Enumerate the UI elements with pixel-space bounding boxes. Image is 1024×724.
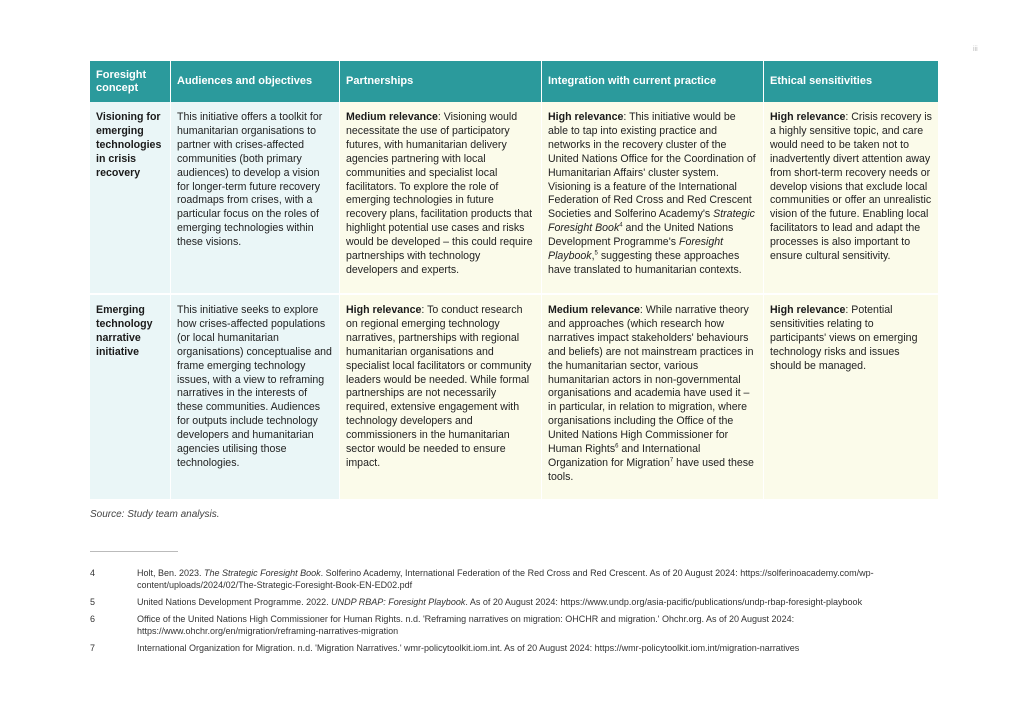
footnote-ref: 7 <box>669 457 674 464</box>
integration-text: suggesting these approaches have translated to humanitarian contexts. <box>548 250 742 276</box>
relevance-label: High relevance <box>770 111 846 123</box>
footnote-text-part: . As of 20 August 2024: https://www.undp.org/asia-pacific/publications/undp-rbap-foresight-playbook <box>465 597 863 607</box>
relevance-label: High relevance <box>346 304 422 316</box>
concept-cell <box>90 293 171 499</box>
footnote-title: UNDP RBAP: Foresight Playbook <box>331 597 466 607</box>
footnote-text <box>137 567 930 591</box>
ethics-cell <box>764 102 938 293</box>
footnote-divider <box>90 551 178 552</box>
footnote-number: 4 <box>90 568 96 578</box>
partnerships-cell <box>340 293 542 499</box>
integration-text: have used these tools. <box>548 456 754 483</box>
integration-text: and the United Nations Development Programme's <box>548 222 734 249</box>
relevance-label: Medium relevance <box>346 111 438 123</box>
footnote <box>90 642 930 654</box>
footnotes <box>90 567 930 659</box>
table-row <box>90 293 938 499</box>
partnerships-text: : To conduct research on regional emerging technology narratives, partnerships with regional humanitarian organisations and specialist local facilitators or community leaders would be needed. While formal partnerships are not necessarily required, extensive engagement with technology developers and commissioners in the humanitarian sector would be needed to ensure impact. <box>346 304 532 469</box>
book-title: Strategic Foresight Book <box>548 208 755 235</box>
footnote-text <box>137 596 930 608</box>
footnote-ref: 6 <box>615 443 619 450</box>
footnote-ref: 5 <box>594 250 598 257</box>
footnote-number: 7 <box>90 643 96 653</box>
relevance-label: High relevance <box>770 304 846 316</box>
header-foresight-concept: Foresight concept <box>90 61 171 102</box>
footnote-text-part: . Solferino Academy, International Federation of the Red Cross and Red Crescent. As of 20 August 2024: https://solferinoacademy.com/wp-content/uploads/2024/02/The-Strategic-Foresight-Book-EN-ED02.pdf <box>137 568 874 590</box>
concept-name: Emerging technology narrative initiative <box>96 304 153 358</box>
relevance-label: Medium relevance <box>548 304 640 316</box>
footnote-title: The Strategic Foresight Book <box>204 568 321 578</box>
header-audiences-objectives: Audiences and objectives <box>171 61 340 102</box>
footnote-text <box>137 613 930 637</box>
relevance-label: High relevance <box>548 111 624 123</box>
integration-text: : This initiative would be able to tap into existing practice and networks in the recovery cluster of the United Nations Office for the Coordination of Humanitarian Affairs' cluster system. Visioning is a feature of the International Federation of Red Cross and Red Crescent Societies and Solferino Academy's <box>548 111 756 221</box>
integration-text: and International Organization for Migration <box>548 443 701 469</box>
playbook-title: Foresight Playbook <box>548 236 724 263</box>
ethics-cell <box>764 293 938 499</box>
footnote-number: 5 <box>90 597 96 607</box>
integration-cell <box>542 102 764 293</box>
partnerships-text: : Visioning would necessitate the use of participatory futures, with humanitarian delivery agencies partnering with local communities and specialist local facilitators. To explore the role of emerging technologies in future recovery plans, facilitation products that highlight potential use cases and risks would be developed – this could require partnerships with technology developers and experts. <box>346 111 533 276</box>
footnote <box>90 596 930 608</box>
footnote-text-part: Office of the United Nations High Commissioner for Human Rights. n.d. 'Reframing narratives on migration: OHCHR and migration.' Ohchr.org. As of 20 August 2024: https://www.ohchr.org/en/migration/reframing-narratives-migration <box>137 614 795 636</box>
header-ethical-sensitivities: Ethical sensitivities <box>764 61 938 102</box>
concept-cell <box>90 102 171 293</box>
footnote-number: 6 <box>90 614 96 624</box>
footnote <box>90 613 930 637</box>
audiences-cell <box>171 102 340 293</box>
table-row <box>90 102 938 293</box>
ethics-text: : Potential sensitivities relating to participants' views on emerging technology risks and issues should be managed. <box>770 304 918 372</box>
table-header-row <box>90 61 938 102</box>
audiences-cell <box>171 293 340 499</box>
ethics-text: : Crisis recovery is a highly sensitive topic, and care would need to be taken not to inadvertently divert attention away from short-term recovery needs or develop visions that exclude local communities or offer an unrealistic vision of the future. Enabling local facilitators to lead and adapt the processes is also important to ensure cultural sensitivity. <box>770 111 932 263</box>
header-integration: Integration with current practice <box>542 61 764 102</box>
header-partnerships: Partnerships <box>340 61 542 102</box>
integration-text: : While narrative theory and approaches (which research how narratives impact stakeholders' behaviours and beliefs) are not mainstream practices in the humanitarian sector, various humanitarian actors in non-governmental organisations and academia have used it – in particular, in relation to migration, where organisations including the Office of the United Nations High Commissioner for Human Rights <box>548 304 754 456</box>
footnote <box>90 567 930 591</box>
footnote-ref: 4 <box>619 222 623 229</box>
page-marker: iii <box>973 46 978 53</box>
footnote-text-part: Holt, Ben. 2023. <box>137 568 205 578</box>
audiences-text: This initiative offers a toolkit for humanitarian organisations to partner with crises-affected communities (both primary audiences) to develop a vision for longer-term future recovery roadmaps from crises, with a particular focus on the roles of emerging technologies within these visions. <box>177 111 323 249</box>
partnerships-cell <box>340 102 542 293</box>
footnote-text <box>137 642 930 654</box>
integration-text: , <box>591 250 595 263</box>
footnote-text-part: United Nations Development Programme. 2022. <box>137 597 332 607</box>
concept-name: Visioning for emerging technologies in crisis recovery <box>96 111 162 179</box>
footnote-text-part: International Organization for Migration. n.d. 'Migration Narratives.' wmr-policytoolkit.iom.int. As of 20 August 2024: https://wmr-policytoolkit.iom.int/migration-narratives <box>137 643 800 653</box>
source-note: Source: Study team analysis. <box>90 509 220 520</box>
foresight-concepts-table <box>90 61 938 499</box>
integration-cell <box>542 293 764 499</box>
audiences-text: This initiative seeks to explore how crises-affected populations (or local humanitarian organisations) conceptualise and frame emerging technology issues, with a view to reframing narratives in the interests of these communities. Audiences for outputs include technology developers and humanitarian agencies utilising those technologies. <box>177 304 332 469</box>
